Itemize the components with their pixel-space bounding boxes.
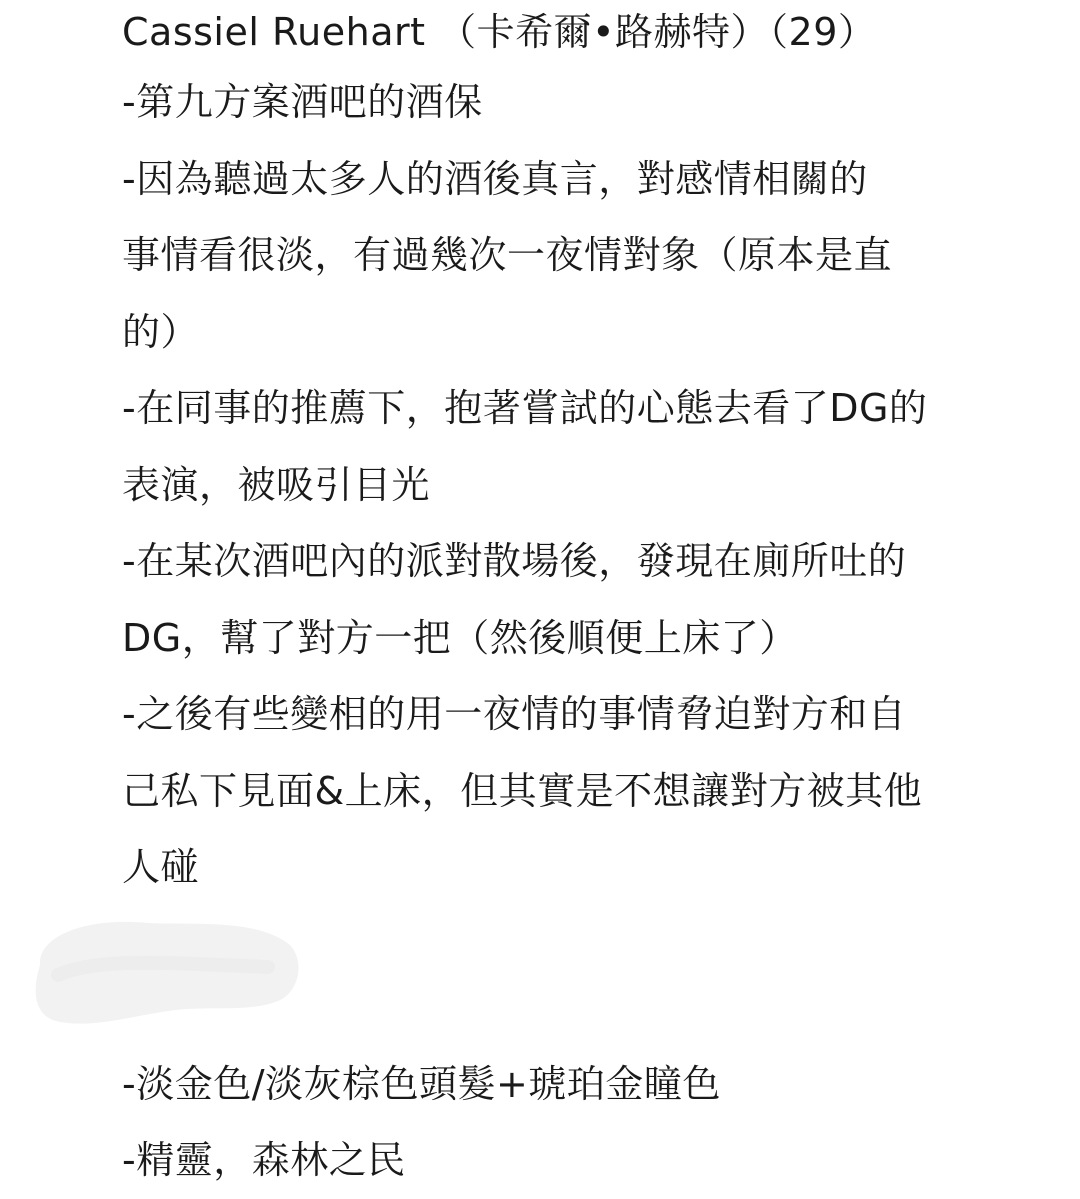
note-line: -在同事的推薦下，抱著嘗試的心態去看了DG的 — [122, 386, 928, 430]
note-line: -之後有些變相的用一夜情的事情脅迫對方和自 — [122, 692, 907, 736]
redaction-smudge — [28, 905, 308, 1035]
note-line: 人碰 — [122, 845, 200, 889]
note-line: 事情看很淡，有過幾次一夜情對象（原本是直 — [122, 233, 893, 277]
note-line: DG，幫了對方一把（然後順便上床了） — [122, 615, 798, 660]
note-line: 己私下見面&上床，但其實是不想讓對方被其他 — [122, 768, 923, 813]
note-line: 表演，被吸引目光 — [122, 462, 431, 507]
note-line: -第九方案酒吧的酒保 — [122, 80, 483, 124]
character-title: Cassiel Ruehart （卡希爾•路赫特）（29） — [122, 10, 877, 54]
appearance-line: -精靈，森林之民 — [122, 1138, 406, 1182]
appearance-line: -淡金色/淡灰棕色頭髮+琥珀金瞳色 — [122, 1061, 721, 1106]
note-line: 的） — [122, 309, 200, 354]
note-line: -在某次酒吧內的派對散場後，發現在廁所吐的 — [122, 539, 907, 583]
note-line: -因為聽過太多人的酒後真言，對感情相關的 — [122, 156, 868, 201]
